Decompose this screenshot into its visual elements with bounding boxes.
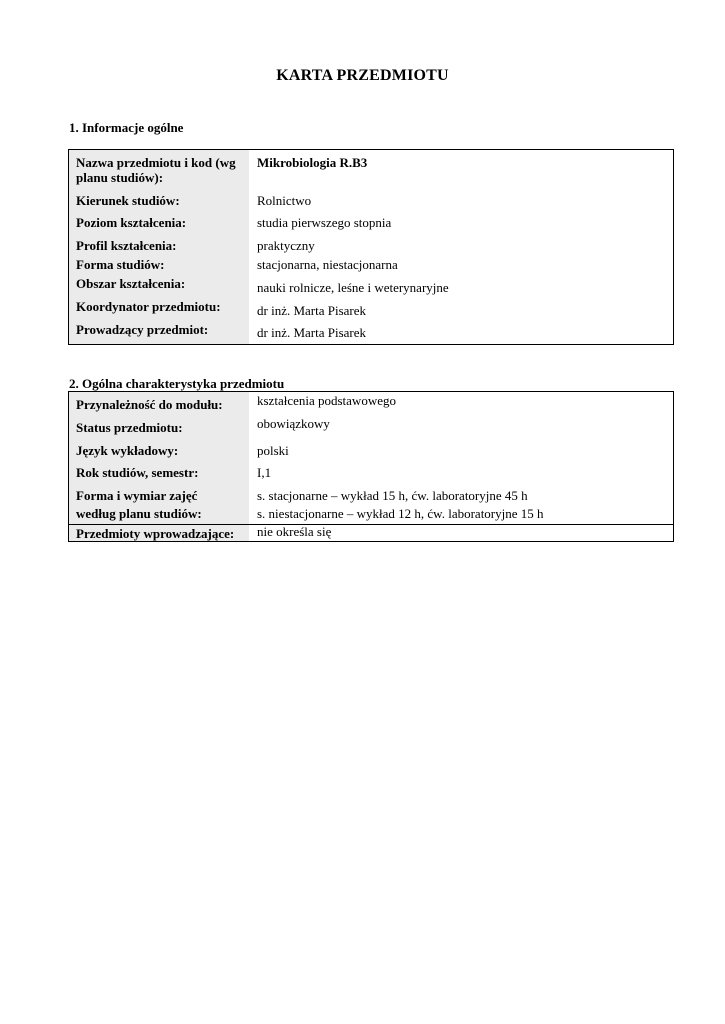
class-form-value-line2: s. niestacjonarne – wykład 12 h, ćw. laboratoryjne 15 h [257, 506, 544, 521]
course-status-value: obowiązkowy [257, 416, 330, 431]
characteristics-main-rows [69, 392, 673, 524]
education-profile-label: Profil kształcenia: [76, 238, 177, 253]
field-of-study-value: Rolnictwo [257, 193, 312, 208]
study-form-label: Forma studiów: [76, 257, 165, 272]
prerequisites-label-cell [69, 525, 249, 541]
class-form-label-line2: według planu studiów: [76, 506, 202, 521]
education-area-value: nauki rolnicze, leśne i weterynaryjne [257, 280, 449, 295]
study-form-value: stacjonarna, niestacjonarna [257, 257, 398, 272]
coordinator-value: dr inż. Marta Pisarek [257, 303, 367, 318]
course-characteristics-table [68, 391, 674, 542]
language-value: polski [257, 443, 289, 458]
education-level-value: studia pierwszego stopnia [257, 215, 392, 230]
lecturer-label: Prowadzący przedmiot: [76, 322, 209, 337]
course-name-label-line1: Nazwa przedmiotu i kod (wg [76, 155, 236, 170]
section-2-heading: 2. Ogólna charakterystyka przedmiotu [69, 376, 285, 391]
label-column [69, 150, 249, 344]
lecturer-value: dr inż. Marta Pisarek [257, 325, 367, 340]
course-status-label: Status przedmiotu: [76, 420, 183, 435]
class-form-value-line1: s. stacjonarne – wykład 15 h, ćw. laboratoryjne 45 h [257, 488, 528, 503]
module-value: kształcenia podstawowego [257, 393, 396, 408]
education-area-label: Obszar kształcenia: [76, 276, 186, 291]
value-column [257, 392, 669, 524]
prerequisites-value-cell [257, 525, 669, 541]
module-label: Przynależność do modułu: [76, 397, 223, 412]
course-name-value: Mikrobiologia R.B3 [257, 155, 368, 170]
prerequisites-value: nie określa się [257, 524, 332, 539]
section-1-heading: 1. Informacje ogólne [69, 120, 184, 135]
coordinator-label: Koordynator przedmiotu: [76, 299, 221, 314]
language-label: Język wykładowy: [76, 443, 179, 458]
document-title: KARTA PRZEDMIOTU [276, 67, 449, 84]
value-column [257, 150, 669, 344]
label-column-bg [69, 150, 673, 344]
general-info-table [68, 149, 674, 345]
label-column [69, 392, 249, 524]
prerequisites-label: Przedmioty wprowadzające: [76, 526, 235, 541]
class-form-label-line1: Forma i wymiar zajęć [76, 488, 198, 503]
education-level-label: Poziom kształcenia: [76, 215, 187, 230]
field-of-study-label: Kierunek studiów: [76, 193, 180, 208]
education-profile-value: praktyczny [257, 238, 315, 253]
prerequisites-row [69, 525, 673, 541]
course-name-label-line2: planu studiów): [76, 170, 164, 185]
year-semester-label: Rok studiów, semestr: [76, 465, 199, 480]
year-semester-value: I,1 [257, 465, 272, 480]
